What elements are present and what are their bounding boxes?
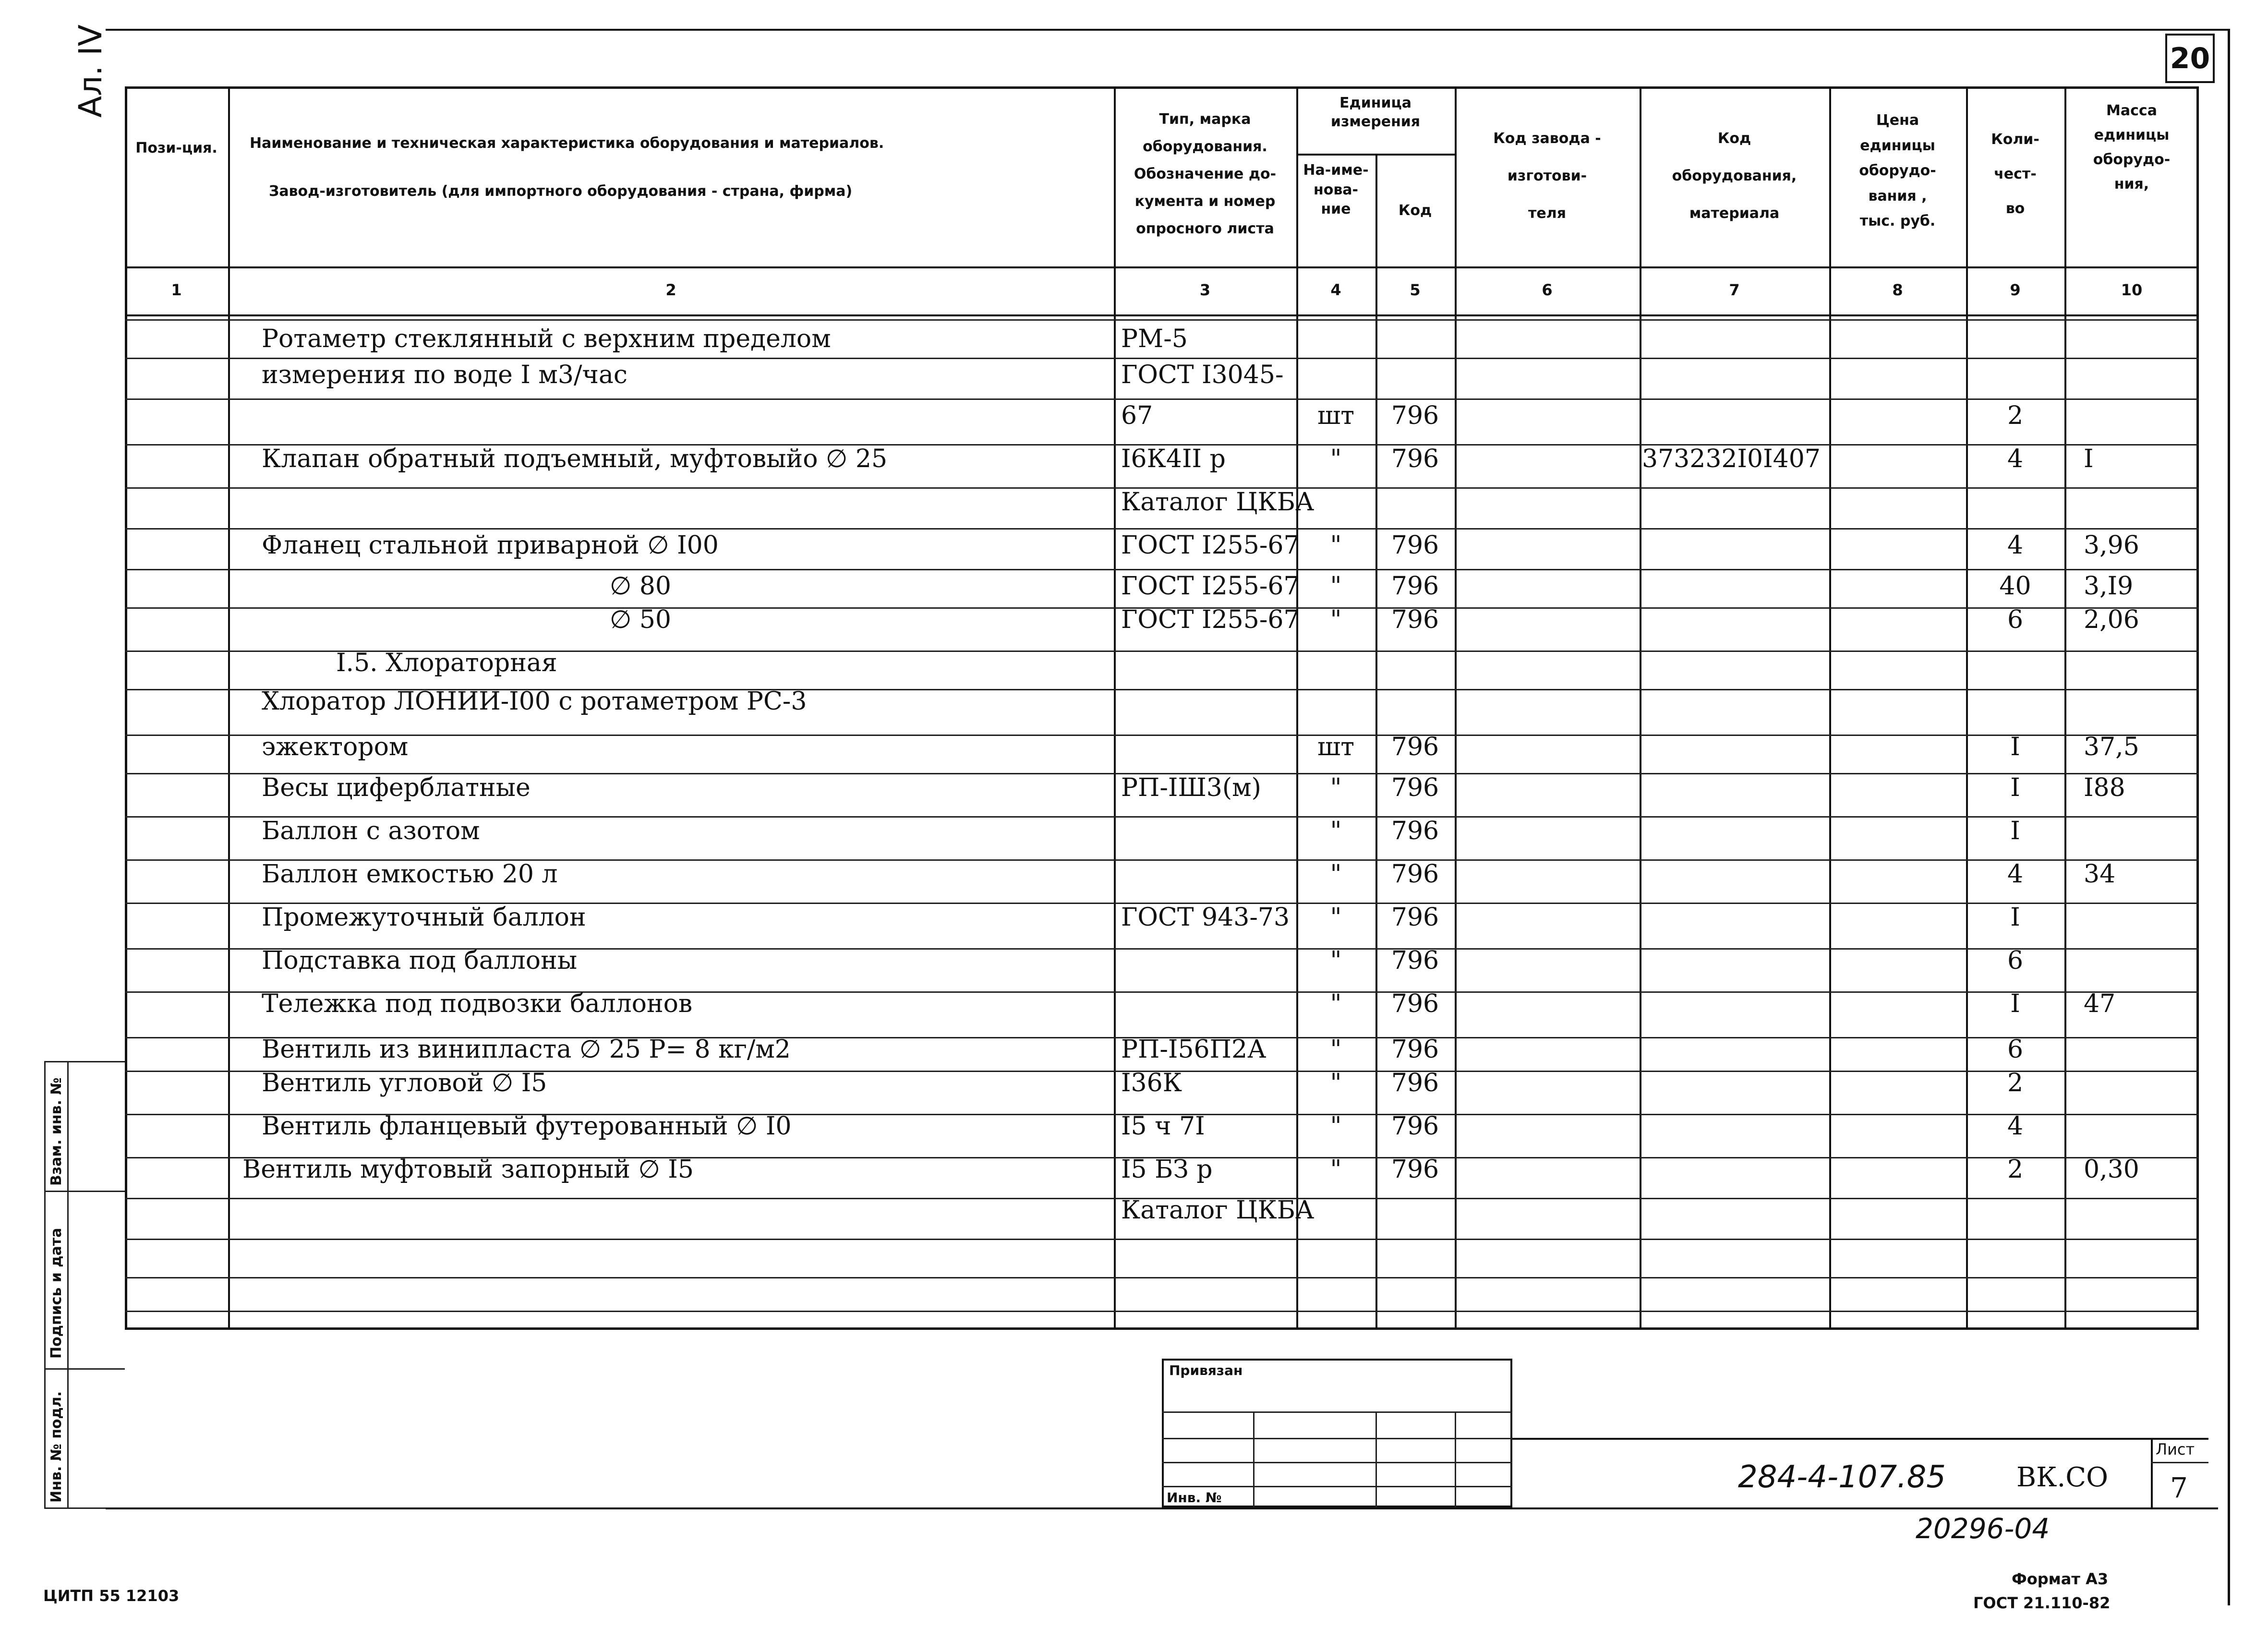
stamp-line [1162, 1411, 1512, 1413]
header-price: Цена единицы оборудо- вания , тыс. руб. [1859, 112, 1936, 229]
col-divider [1829, 86, 1831, 1330]
row-mass: 2,06 [2084, 605, 2139, 634]
row-name: Вентиль из винипласта ∅ 25 Р= 8 кг/м2 [262, 1035, 791, 1064]
header-type: Тип, марка оборудования. Обозначение до- кумента и номер опросного листа [1134, 111, 1277, 237]
privyazan-label: Привязан [1169, 1362, 1243, 1378]
row-quantity: 6 [2007, 605, 2024, 634]
row-unit: " [1330, 946, 1342, 975]
row-name: Баллон с азотом [262, 817, 480, 845]
row-unit-code: 796 [1391, 1035, 1439, 1064]
document-code: 284-4-107.85 [1738, 1459, 1946, 1495]
row-name: Весы циферблатные [262, 773, 531, 802]
row-unit-code: 796 [1391, 445, 1439, 473]
row-mass: 3,I9 [2084, 572, 2134, 601]
row-unit-code: 796 [1391, 773, 1439, 802]
row-type: I5 БЗ р [1121, 1155, 1213, 1184]
row-unit-code: 796 [1391, 817, 1439, 845]
list-number: 7 [2170, 1471, 2188, 1504]
col-divider [1296, 86, 1298, 1330]
row-mass: I [2084, 445, 2094, 473]
row-mass: 37,5 [2084, 733, 2139, 761]
row-unit-code: 796 [1391, 1069, 1439, 1097]
side-strip-line [44, 1061, 125, 1062]
row-divider [125, 569, 2199, 570]
title-bottom [106, 1507, 2218, 1509]
row-name: измерения по воде I м3/час [262, 361, 627, 389]
row-unit: " [1330, 989, 1342, 1018]
row-divider [125, 398, 2199, 400]
header-unit-code: Код [1398, 202, 1432, 219]
list-label: Лист [2156, 1440, 2195, 1458]
row-quantity: 2 [2007, 1069, 2024, 1097]
row-quantity: 2 [2007, 401, 2024, 430]
row-mass: 47 [2084, 989, 2116, 1018]
side-strip-vzam: Взам. инв. № [48, 1077, 65, 1186]
row-name: ∅ 50 [610, 605, 671, 634]
title-line [2151, 1462, 2208, 1463]
stamp-line [1162, 1486, 1512, 1487]
row-unit: " [1330, 1155, 1342, 1184]
row-quantity: 2 [2007, 1155, 2024, 1184]
format-label: Формат А3 [2012, 1570, 2109, 1588]
colnum-1: 1 [171, 281, 182, 299]
stamp-line [1162, 1462, 1512, 1463]
row-type: ГОСТ 943-73 [1121, 903, 1290, 932]
row-mass: 34 [2084, 860, 2116, 889]
header-position: Пози-ция. [135, 140, 217, 157]
col-divider [228, 86, 230, 1330]
row-divider [125, 1277, 2199, 1278]
document-mark: ВК.СО [2016, 1462, 2109, 1493]
title-line [1512, 1438, 2208, 1440]
row-quantity: I [2010, 903, 2020, 932]
gost-label: ГОСТ 21.110-82 [1973, 1594, 2111, 1612]
row-unit-code: 796 [1391, 1112, 1439, 1141]
row-type: I6К4II р [1121, 445, 1226, 473]
row-unit: " [1330, 572, 1342, 601]
row-unit: " [1330, 817, 1342, 845]
row-mass: I88 [2084, 773, 2125, 802]
row-quantity: I [2010, 989, 2020, 1018]
row-name: Ротаметр стеклянный с верхним пределом [262, 325, 831, 353]
colnum-4: 4 [1330, 281, 1341, 299]
row-quantity: I [2010, 733, 2020, 761]
row-unit-code: 796 [1391, 1155, 1439, 1184]
row-name: Вентиль муфтовый запорный ∅ I5 [242, 1155, 694, 1184]
header-unit: Единица измерения [1330, 95, 1421, 130]
row-quantity: I [2010, 817, 2020, 845]
row-unit: " [1330, 1069, 1342, 1097]
album-label: Ал. IV [72, 24, 109, 118]
header-equipment-code: Код оборудования, материала [1672, 130, 1797, 222]
stamp-line [1253, 1411, 1255, 1507]
row-divider [125, 735, 2199, 736]
row-unit: " [1330, 773, 1342, 802]
row-unit-code: 796 [1391, 531, 1439, 560]
col-divider [1455, 86, 1457, 1330]
side-strip-border [67, 1061, 69, 1507]
row-name: эжектором [262, 733, 409, 761]
row-type: I36К [1121, 1069, 1182, 1097]
row-name: Подставка под баллоны [262, 946, 578, 975]
row-name: I.5. Хлораторная [336, 649, 557, 677]
row-unit: " [1330, 1035, 1342, 1064]
header-quantity: Коли- чест- во [1991, 131, 2039, 217]
header-manufacturer-code: Код завода - изготови- теля [1493, 130, 1601, 222]
row-quantity: 4 [2007, 860, 2024, 889]
row-unit: " [1330, 1112, 1342, 1141]
row-name: Вентиль фланцевый футерованный ∅ I0 [262, 1112, 792, 1141]
row-type: РП-IШ3(м) [1121, 773, 1261, 802]
row-name: Хлоратор ЛОНИИ-I00 с ротаметром РС-3 [262, 687, 807, 716]
colnum-2: 2 [665, 281, 676, 299]
row-name: Фланец стальной приварной ∅ I00 [262, 531, 719, 560]
stamp-line [1162, 1438, 1512, 1439]
side-strip-podpis: Подпись и дата [48, 1228, 65, 1359]
row-divider [125, 358, 2199, 359]
row-unit: " [1330, 903, 1342, 932]
row-quantity: 40 [1999, 572, 2031, 601]
row-unit-code: 796 [1391, 733, 1439, 761]
header-bottom [125, 266, 2199, 268]
unit-header-split [1296, 154, 1455, 156]
row-unit: " [1330, 860, 1342, 889]
row-type: ГОСТ I255-67 [1121, 572, 1300, 601]
row-unit-code: 796 [1391, 989, 1439, 1018]
page-number: 20 [2165, 34, 2215, 83]
colnum-9: 9 [2010, 281, 2021, 299]
row-unit-code: 796 [1391, 605, 1439, 634]
row-divider [125, 319, 2199, 321]
row-unit-code: 796 [1391, 903, 1439, 932]
row-unit: " [1330, 445, 1342, 473]
header-unit-name: На-име-нова-ние [1303, 162, 1369, 217]
row-type: ГОСТ I255-67 [1121, 605, 1300, 634]
row-type: Каталог ЦКБА [1121, 1196, 1315, 1225]
row-type: Каталог ЦКБА [1121, 488, 1315, 517]
row-quantity: 4 [2007, 445, 2024, 473]
col-divider [2064, 86, 2066, 1330]
row-unit-code: 796 [1391, 572, 1439, 601]
row-quantity: I [2010, 773, 2020, 802]
row-quantity: 6 [2007, 1035, 2024, 1064]
row-type: ГОСТ I255-67 [1121, 531, 1300, 560]
row-type: РП-I56П2А [1121, 1035, 1267, 1064]
row-type: 67 [1121, 401, 1153, 430]
row-divider [125, 1239, 2199, 1240]
colnum-6: 6 [1542, 281, 1553, 299]
colnum-bottom [125, 314, 2199, 316]
title-line [2151, 1438, 2153, 1507]
row-type: РМ-5 [1121, 325, 1188, 353]
stamp-line [1375, 1411, 1377, 1507]
colnum-10: 10 [2121, 281, 2143, 299]
row-mass: 0,30 [2084, 1155, 2139, 1184]
row-unit: " [1330, 605, 1342, 634]
row-unit: шт [1317, 733, 1355, 761]
inv-no-label: Инв. № [1167, 1490, 1222, 1506]
side-strip-line [44, 1368, 125, 1370]
row-unit-code: 796 [1391, 946, 1439, 975]
row-name: Промежуточный баллон [262, 903, 586, 932]
row-name: Вентиль угловой ∅ I5 [262, 1069, 547, 1097]
col-divider [1640, 86, 1641, 1330]
colnum-5: 5 [1410, 281, 1421, 299]
row-name: Баллон емкостью 20 л [262, 860, 558, 889]
row-quantity: 4 [2007, 1112, 2024, 1141]
colnum-7: 7 [1729, 281, 1740, 299]
row-divider [125, 528, 2199, 530]
privyazan-stamp [1162, 1359, 1512, 1507]
stamp-line [1455, 1411, 1456, 1507]
row-quantity: 6 [2007, 946, 2024, 975]
colnum-3: 3 [1199, 281, 1211, 299]
row-type: I5 ч 7I [1121, 1112, 1205, 1141]
side-strip-inv: Инв. № подл. [48, 1391, 65, 1503]
row-type: ГОСТ I3045- [1121, 361, 1284, 389]
row-unit-code: 796 [1391, 860, 1439, 889]
side-strip-border [44, 1061, 46, 1507]
row-divider [125, 1311, 2199, 1312]
row-name: ∅ 80 [610, 572, 671, 601]
printer-label: ЦИТП 55 12103 [43, 1587, 180, 1605]
side-strip-line [44, 1191, 125, 1192]
col-divider [1966, 86, 1968, 1330]
header-mass: Масса единицы оборудо- ния, [2093, 102, 2171, 193]
row-unit: " [1330, 531, 1342, 560]
row-mass: 3,96 [2084, 531, 2139, 560]
header-name-line2: Завод-изготовитель (для импортного оборудования - страна, фирма) [269, 183, 853, 200]
row-equipment-code: 373232I0I407 [1642, 445, 1821, 473]
row-name: Тележка под подвозки баллонов [262, 989, 693, 1018]
col-divider [1114, 86, 1116, 1330]
header-name-line1: Наименование и техническая характеристика оборудования и материалов. [250, 135, 884, 152]
handwritten-number: 20296-04 [1916, 1512, 2050, 1545]
row-unit-code: 796 [1391, 401, 1439, 430]
colnum-8: 8 [1892, 281, 1903, 299]
row-quantity: 4 [2007, 531, 2024, 560]
row-name: Клапан обратный подъемный, муфтовыйо ∅ 25 [262, 445, 888, 473]
row-unit: шт [1317, 401, 1355, 430]
